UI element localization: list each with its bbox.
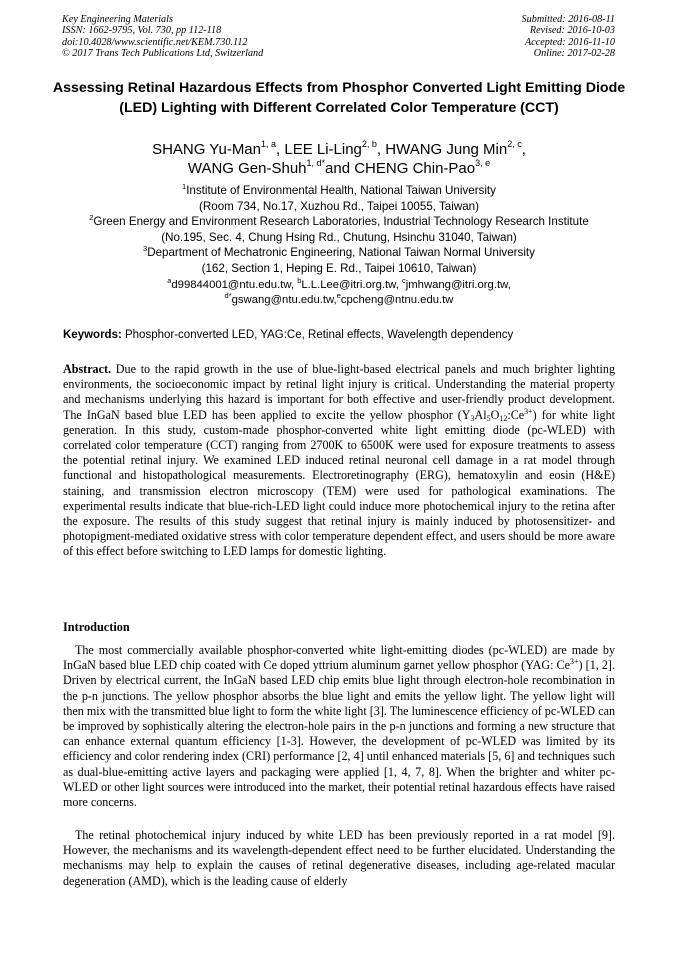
email-address[interactable]: gswang@ntu.edu.tw, (231, 293, 337, 306)
keywords (63, 328, 615, 343)
affiliation-sup: 1 (182, 182, 187, 191)
paragraph-text: The most commercially available phosphor-converted white light-emitting diodes (pc-WLED) are made by InGaN based blue LED chip coated with Ce doped yttrium aluminum garnet yellow phosphor (YAG: Ce (63, 643, 615, 673)
author-line-2 (40, 159, 638, 178)
journal-header-right (522, 14, 615, 60)
author-sup: 1, d* (306, 158, 326, 168)
author-name: , HWANG Jung Min (376, 141, 508, 158)
affiliation-2 (30, 214, 648, 230)
doi-line: doi:10.4028/www.scientific.net/KEM.730.112 (62, 36, 248, 48)
abstract (63, 362, 615, 560)
affiliation-1 (30, 183, 648, 199)
author-sup: 1, a (261, 139, 277, 149)
formula-part: O (490, 407, 500, 422)
author-separator: , (521, 141, 526, 158)
email-address[interactable]: cpcheng@ntnu.edu.tw (340, 293, 454, 306)
affiliation-3 (30, 245, 648, 261)
affiliation-sup: 3 (143, 244, 148, 254)
affiliation-sup: 2 (89, 213, 94, 223)
introduction-heading: Introduction (63, 620, 130, 634)
issn-line: ISSN: 1662-9795, Vol. 730, pp 112-118 (62, 25, 222, 37)
formula-part: Al (474, 407, 487, 422)
affiliation-2-address: (No.195, Sec. 4, Chung Hsing Rd., Chutung, Hsinchu 31040, Taiwan) (161, 230, 517, 244)
author-list (40, 140, 638, 178)
formula-part: :Ce (507, 407, 525, 422)
author-sup: 2, c (507, 139, 522, 149)
email-sup: d* (224, 290, 232, 300)
paragraph-text: ) [1, 2]. Driven by electrical current, the InGaN based LED chip emits blue light through electron-hole recombination in the p-n junctions. The yellow phosphor absorbs the blue light and emits the yellow light. The yellow light will then mix with the transmitted blue light to form the white light [3]. The luminescence efficiency of pc-WLED can be improved by sophistically altering the electron-hole pairs in the p-n junctions and forming a new structure that can enhance external quantum efficiency [1-3]. However, the development of pc-WLED was limited by its efficiency and color rendering index (CRI) performance [2, 4] until enhanced materials [5, 6] and techniques such as dual-blue-emitting active layers and packaging were applied [1, 4, 7, 8]. When the brighter and whiter pc-WLED or other light sources were introduced into the market, their potential retinal hazardous effects have raised more concerns. (63, 658, 615, 810)
journal-name: Key Engineering Materials (62, 14, 173, 25)
email-sup: c (402, 276, 406, 285)
affiliation-name: Green Energy and Environment Research Laboratories, Industrial Technology Research Institute (93, 215, 589, 229)
author-name: SHANG Yu-Man (152, 141, 261, 158)
email-address[interactable]: jmhwang@itri.org.tw, (405, 279, 511, 291)
paper-title: Assessing Retinal Hazardous Effects from Phosphor Converted Light Emitting Diode (LED) Lighting with Different Correlated Color Temperature (CCT) (52, 80, 626, 116)
affiliations (30, 183, 648, 277)
formula-sub: 5 (486, 413, 491, 423)
email-sup: a (167, 276, 172, 285)
abstract-text: ) for white light generation. In this study, custom-made phosphor-converted white light emitting diode (pc-WLED) with correlated color temperature (CCT) ranging from 2700K to 6500K were used for exposure treatments to assess the potential retinal injury. We examined LED induced retinal neuronal cell damage in a rat model through functional and histopathological measurements. Electroretinography (ERG), hematoxylin and eosin (H&E) staining, and transmission electron microscopy (TEM) were used for pathological examinations. The experimental results indicate that blue-rich-LED light could induce more photochemical injury to the retina after the exposure. The results of this study suggest that retinal injury is mainly induced by photosensitizer- and photopigment-mediated oxidative stress with color temperature dependent effect, and users should be more aware of this effect before switching to LED lamps for domestic lighting. (63, 407, 615, 559)
keywords-text: Phosphor-converted LED, YAG:Ce, Retinal effects, Wavelength dependency (121, 329, 514, 341)
author-name: , LEE Li-Ling (276, 141, 362, 158)
author-sup: 3, e (475, 158, 491, 168)
email-address[interactable]: d99844001@ntu.edu.tw, (171, 279, 298, 291)
email-address[interactable]: L.L.Lee@itri.org.tw, (301, 279, 402, 291)
author-emails (30, 278, 648, 307)
author-name: and CHENG Chin-Pao (325, 160, 476, 177)
formula-sup: 3+ (570, 657, 579, 667)
online-date: Online: 2017-02-28 (533, 48, 615, 60)
accepted-date: Accepted: 2016-11-10 (524, 36, 615, 48)
revised-date: Revised: 2016-10-03 (529, 25, 615, 37)
journal-header-left (62, 14, 263, 60)
author-line-1 (40, 140, 638, 159)
copyright-line: © 2017 Trans Tech Publications Ltd, Switzerland (62, 48, 264, 60)
submitted-date: Submitted: 2016-08-11 (521, 14, 615, 25)
email-sup: e (336, 290, 341, 300)
formula-sub: 12 (499, 413, 508, 423)
abstract-label: Abstract. (63, 362, 112, 376)
abstract-text: Due to the rapid growth in the use of blue-light-based electrical panels and much brighter lighting environments, the socioeconomic impact by retinal light injury is critical. Understanding the material property and mechanisms underlying this hazard is important for both effective and user-friendly product development. The InGaN based blue LED has been applied to excite the yellow phosphor (Y (63, 362, 615, 422)
affiliation-1-address: (Room 734, No.17, Xuzhou Rd., Taipei 10055, Taiwan) (199, 199, 479, 213)
keywords-label: Keywords: (63, 329, 122, 341)
introduction-paragraph-1 (63, 643, 615, 810)
affiliation-name: Institute of Environmental Health, National Taiwan University (186, 184, 496, 197)
author-sup: 2, b (361, 139, 377, 149)
introduction-paragraph-2: The retinal photochemical injury induced by white LED has been previously reported in a rat model [9]. However, the mechanisms and its wavelength-dependent effect need to be further elucidated. Understanding the mechanisms may help to explain the causes of retinal degenerative diseases, including age-related macular degeneration (AMD), which is the leading cause of elderly (63, 828, 615, 888)
email-sup: b (297, 276, 302, 285)
affiliation-3-address: (162, Section 1, Heping E. Rd., Taipei 10610, Taiwan) (201, 261, 477, 275)
formula-sub: 3 (470, 413, 475, 423)
formula-sup: 3+ (524, 406, 533, 416)
affiliation-name: Department of Mechatronic Engineering, National Taiwan Normal University (147, 246, 535, 260)
author-name: WANG Gen-Shuh (187, 160, 307, 177)
email-line-2 (30, 290, 648, 308)
